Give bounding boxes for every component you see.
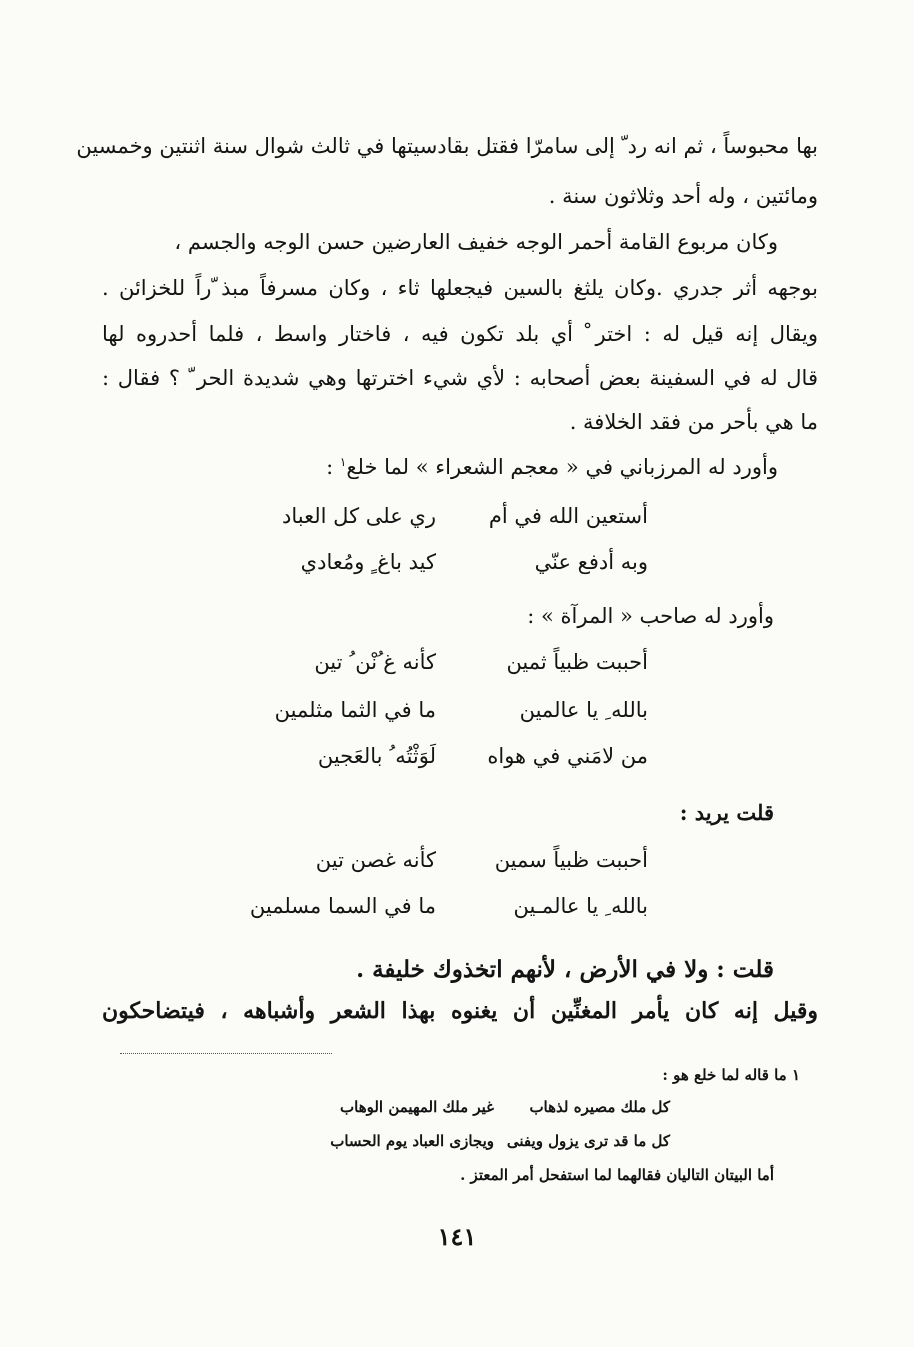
hemistich-right: بالله ِ يا عالمـين [513, 894, 648, 918]
closing-line-2: وقيل إنه كان يأمر المغنِّين أن يغنوه بهذا الشعر وأشباهه ، فيتضاحكون [102, 998, 818, 1024]
poem3-verse-1 [0, 848, 914, 888]
footnote-separator [120, 1053, 332, 1054]
footnote-verse-1-right: كل ملك مصيره لذهاب [529, 1098, 670, 1116]
intro-he-means: قلت يريد : [679, 800, 774, 825]
hemistich-left: كيد باغ ٍ ومُعادي [300, 550, 436, 574]
footnote-verse-2-left: ويجازى العباد يوم الحساب [330, 1132, 494, 1150]
poem2-verse-2 [0, 698, 914, 738]
footnote-marker: ١ [339, 455, 347, 469]
hemistich-right: أحببت ظبياً ثمين [506, 650, 648, 674]
footnote-verse-2-right: كل ما قد ترى يزول ويفنى [506, 1132, 670, 1150]
body-line-6: قال له في السفينة بعض أصحابه : لأي شيء اخترتها وهي شديدة الحر ّ ؟ فقال : [102, 366, 818, 390]
hemistich-left: كأنه غصن تين [315, 848, 436, 872]
hemistich-left: كأنه غ ُنْن ُ تين [314, 650, 436, 674]
hemistich-left: ما في الثما مثلمين [274, 698, 436, 722]
body-line-3-text: وكان مربوع القامة أحمر الوجه خفيف العارضين حسن الوجه والجسم ، [174, 230, 778, 254]
body-line-1: بها محبوساً ، ثم انه رد ّ إلى سامرّا فقتل بقادسيتها في ثالث شوال سنة اثنتين وخمسين [76, 134, 818, 158]
poem3-verse-2 [0, 894, 914, 934]
body-line-3 [102, 230, 818, 254]
footnote-intro: ١ ما قاله لما خلع هو : [662, 1066, 800, 1084]
body-line-5: ويقال إنه قيل له : اختر ْ أي بلد تكون فيه ، فاختار واسط ، فلما أحدروه لها [102, 322, 818, 346]
body-line-2: ومائتين ، وله أحد وثلاثون سنة . [548, 184, 818, 208]
hemistich-right: أحببت ظبياً سمين [494, 848, 648, 872]
body-line-4: بوجهه أثر جدري .وكان يلثغ بالسين فيجعلها ثاء ، وكان مسرفاً مبذ ّراً للخزائن . [102, 276, 818, 300]
poem2-verse-3 [0, 744, 914, 784]
hemistich-right: بالله ِ يا عالمين [519, 698, 648, 722]
hemistich-left: ما في السما مسلمين [249, 894, 436, 918]
hemistich-right: وبه أدفع عنّي [534, 550, 648, 574]
hemistich-left: لَوَثْتُه ُ بالعَجين [317, 744, 436, 768]
body-line-7: ما هي بأحر من فقد الخلافة . [569, 410, 818, 434]
footnote-verse-1-left: غير ملك المهيمن الوهاب [340, 1098, 494, 1116]
poem1-verse-2 [0, 550, 914, 590]
poem2-verse-1 [0, 650, 914, 690]
footnote-note: أما البيتان التاليان فقالهما لما استفحل أمر المعتز . [460, 1166, 774, 1184]
page-number: ١٤١ [437, 1222, 477, 1251]
body-line-8 [62, 455, 778, 479]
intro-mirror: وأورد له صاحب « المرآة » : [527, 604, 774, 628]
body-line-8-text: وأورد له المرزباني في « معجم الشعراء » لما خلع [346, 455, 778, 479]
body-line-8-colon: : [326, 455, 340, 479]
hemistich-right: أستعين الله في أم [488, 504, 648, 528]
hemistich-left: ري على كل العباد [282, 504, 436, 528]
closing-line-1: قلت : ولا في الأرض ، لأنهم اتخذوك خليفة . [356, 956, 774, 983]
poem1-verse-1 [0, 504, 914, 544]
hemistich-right: من لامَني في هواه [487, 744, 648, 768]
